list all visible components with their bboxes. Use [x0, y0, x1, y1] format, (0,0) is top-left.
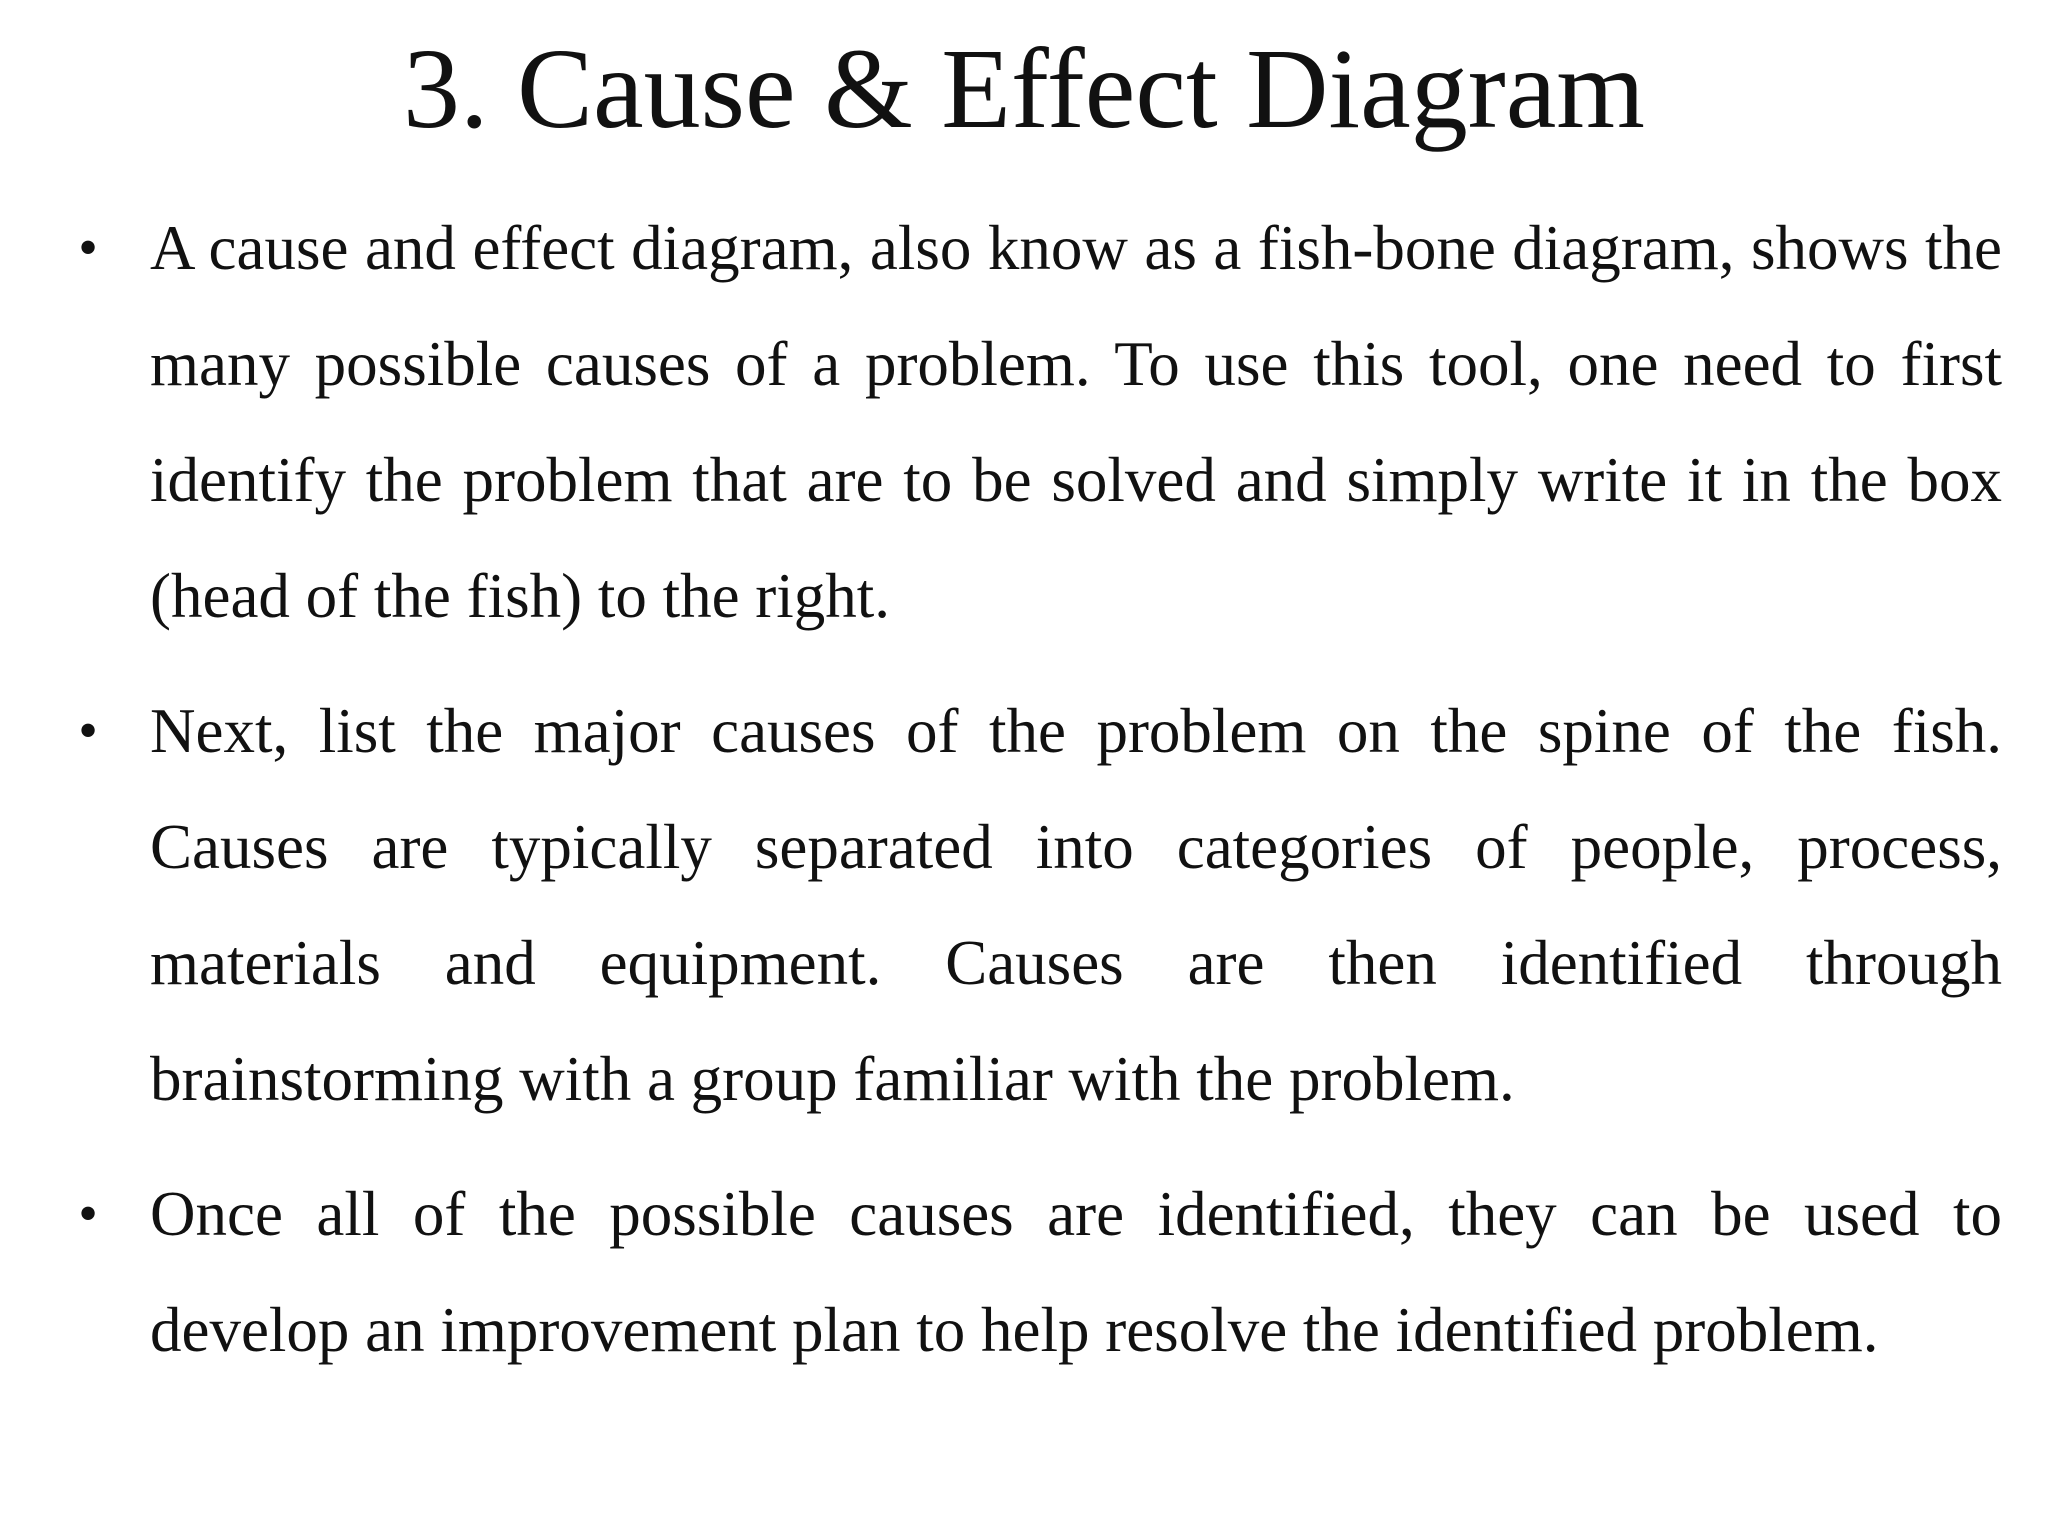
bullet-text: Once all of the possible causes are identified, they can be used to develop an improvement plan to help resolve the identified problem. — [150, 1179, 2002, 1365]
bullet-text: A cause and effect diagram, also know as a fish-bone diagram, shows the many possible causes of a problem. To use this tool, one need to first identify the problem that are to be solved and simply write it in the box (head of the fish) to the right. — [150, 213, 2002, 631]
bullet-item-major-causes — [78, 673, 2002, 1137]
bullet-dot-icon: • — [78, 1183, 98, 1245]
bullet-item-improvement-plan — [78, 1156, 2002, 1388]
bullet-dot-icon: • — [78, 700, 98, 762]
slide-title: 3. Cause & Effect Diagram — [403, 25, 1645, 152]
bullet-dot-icon: • — [78, 217, 98, 279]
bullet-text: Next, list the major causes of the problem on the spine of the fish. Causes are typically separated into categories of people, process, materials and equipment. Causes are then identified through brainstorming with a group familiar with the problem. — [150, 696, 2002, 1114]
bullet-list — [78, 190, 2002, 1407]
bullet-item-definition — [78, 190, 2002, 654]
